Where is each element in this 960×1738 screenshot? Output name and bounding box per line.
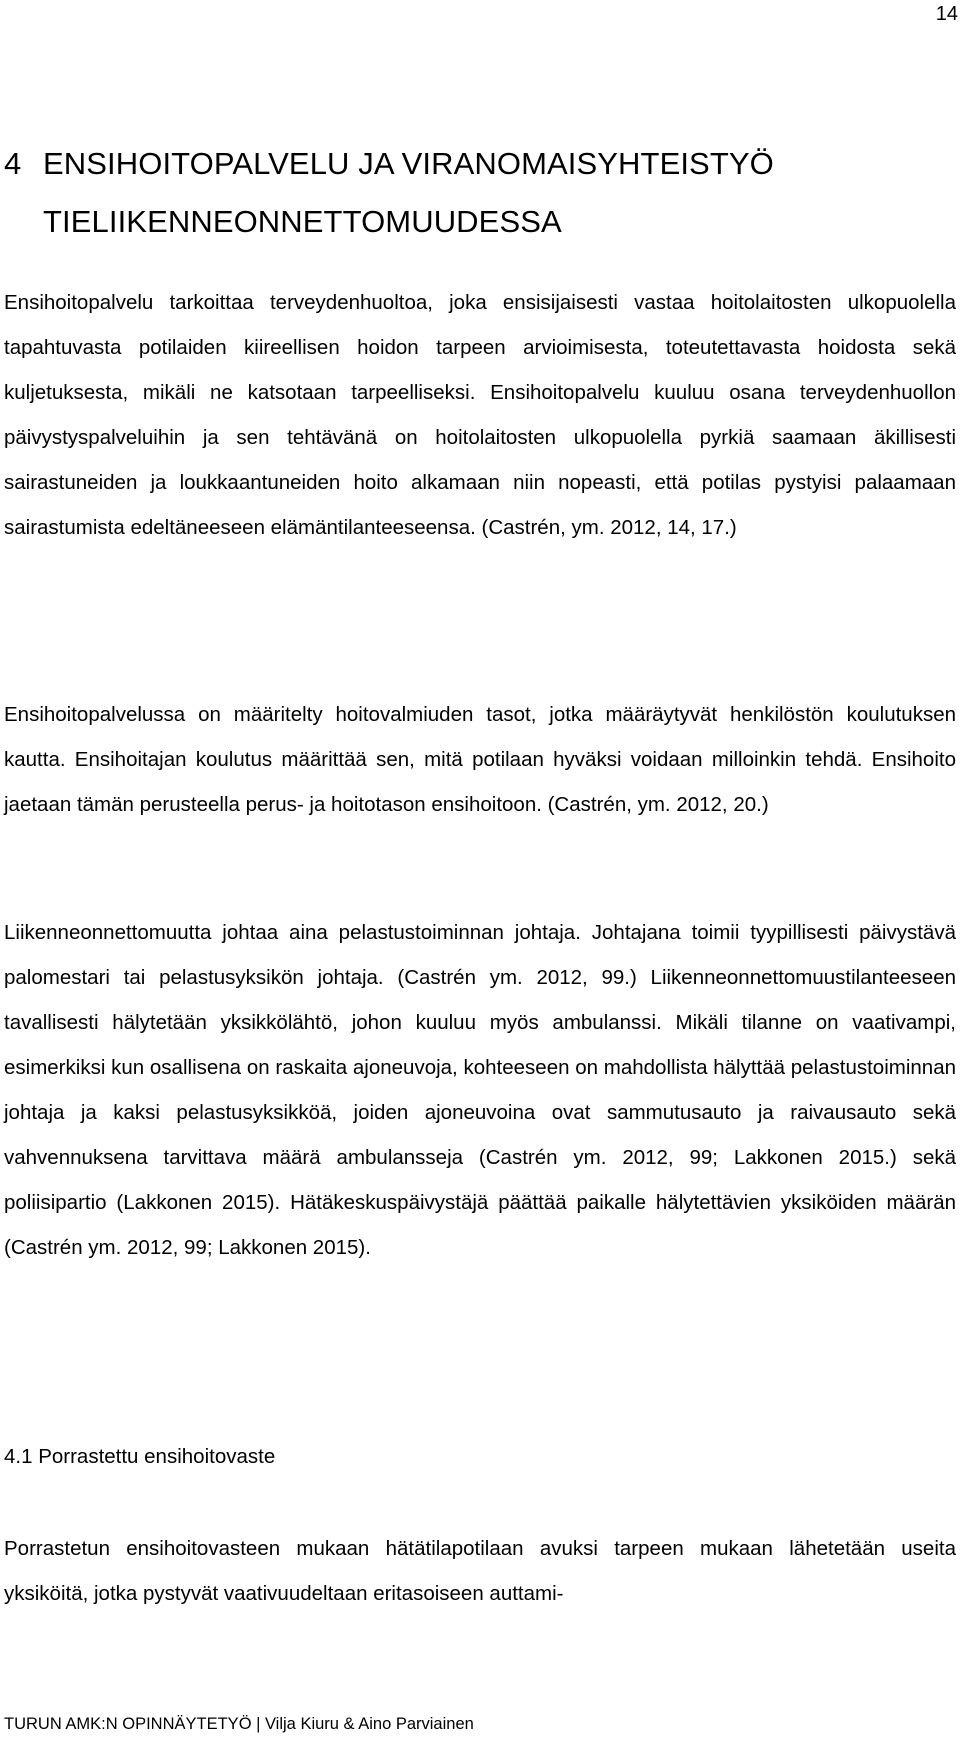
- chapter-title-line-2: TIELIIKENNEONNETTOMUUDESSA: [43, 204, 562, 239]
- paragraph-3: Liikenneonnettomuutta johtaa aina pelastustoiminnan johtaja. Johtajana toimii tyypillisesti päivystävä palomestari tai pelastusyksikön johtaja. (Castrén ym. 2012, 99.) Liikenneonnettomuustilanteeseen tavallisesti hälytetään yksikkölähtö, johon kuuluu myös ambulanssi. Mikäli tilanne on vaativampi, esimerkiksi kun osallisena on raskaita ajoneuvoja, kohteeseen on mahdollista hälyttää pelastustoiminnan johtaja ja kaksi pelastusyksikköä, joiden ajoneuvoina ovat sammutusauto ja raivausauto sekä vahvennuksena tarvittava määrä ambulansseja (Castrén ym. 2012, 99; Lakkonen 2015.) sekä poliisipartio (Lakkonen 2015). Hätäkeskuspäivystäjä päättää paikalle hälytettävien yksiköiden määrän (Castrén ym. 2012, 99; Lakkonen 2015).: [4, 921, 956, 1259]
- paragraph-2: Ensihoitopalvelussa on määritelty hoitovalmiuden tasot, jotka määräytyvät henkilöstön koulutuksen kautta. Ensihoitajan koulutus määrittää sen, mitä potilaan hyväksi voidaan milloinkin tehdä. Ensihoito jaetaan tämän perusteella perus- ja hoitotason ensihoitoon. (Castrén, ym. 2012, 20.): [4, 703, 956, 816]
- paragraph-1: Ensihoitopalvelu tarkoittaa terveydenhuoltoa, joka ensisijaisesti vastaa hoitolaitosten ulkopuolella tapahtuvasta potilaiden kiireellisen hoidon tarpeen arvioimisesta, toteutettavasta hoidosta sekä kuljetuksesta, mikäli ne katsotaan tarpeelliseksi. Ensihoitopalvelu kuuluu osana terveydenhuollon päivystyspalveluihin ja sen tehtävänä on hoitolaitosten ulkopuolella pyrkiä saamaan äkillisesti sairastuneiden ja loukkaantuneiden hoito alkamaan niin nopeasti, että potilas pystyisi palaamaan sairastumista edeltäneeseen elämäntilanteeseensa. (Castrén, ym. 2012, 14, 17.): [4, 291, 956, 539]
- page-number: 14: [935, 3, 958, 25]
- paragraph-4: Porrastetun ensihoitovasteen mukaan hätätilapotilaan avuksi tarpeen mukaan lähetetään useita yksiköitä, jotka pystyvät vaativuudeltaan eritasoiseen auttami-: [4, 1537, 956, 1605]
- chapter-heading: [4, 135, 774, 251]
- chapter-title-line-1: [4, 135, 774, 193]
- page-footer: TURUN AMK:N OPINNÄYTETYÖ | Vilja Kiuru & Aino Parviainen: [4, 1715, 474, 1733]
- chapter-number: 4: [4, 146, 22, 181]
- section-heading: 4.1 Porrastettu ensihoitovaste: [4, 1445, 276, 1468]
- chapter-title-text-1: ENSIHOITOPALVELU JA VIRANOMAISYHTEISTYÖ: [43, 146, 774, 181]
